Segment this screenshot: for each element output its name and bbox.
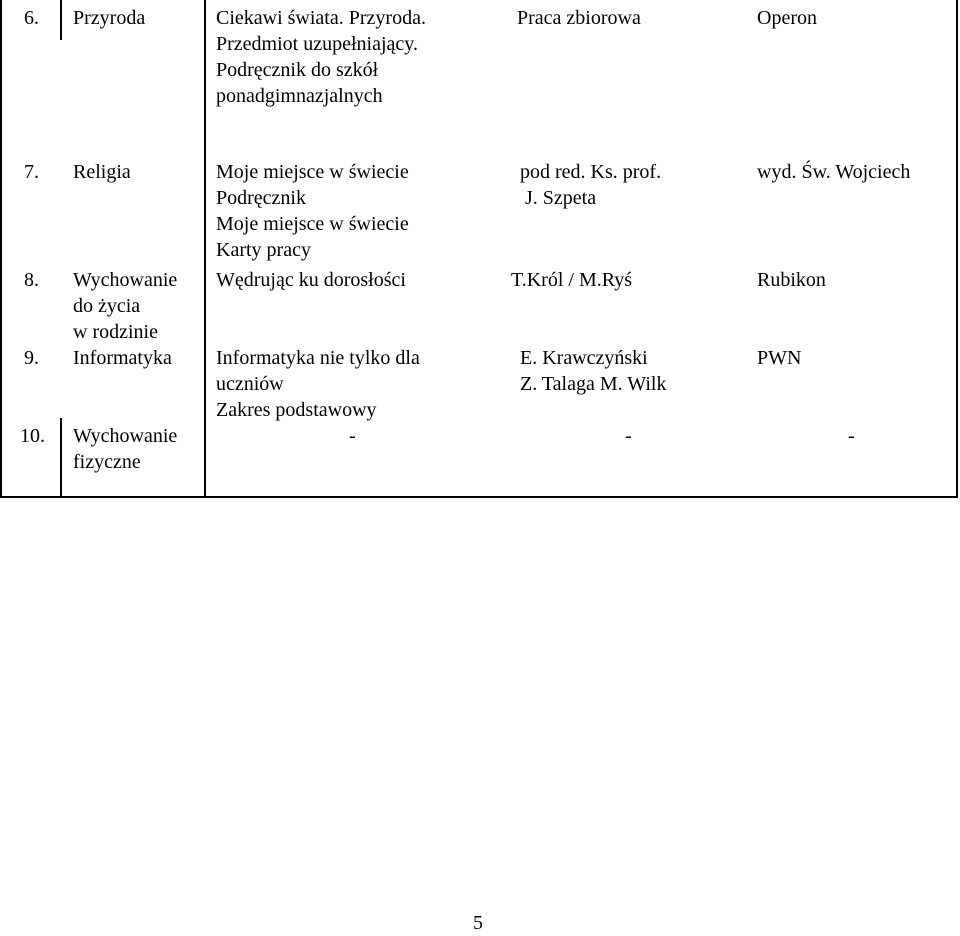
publisher-cell: PWN xyxy=(757,347,802,369)
row-number: 8. xyxy=(24,269,39,291)
page-number: 5 xyxy=(473,912,483,934)
column-divider xyxy=(204,0,206,498)
row-number: 7. xyxy=(24,161,39,183)
author-cell: J. Szpeta xyxy=(525,187,597,209)
title-line: Moje miejsce w świecie xyxy=(216,213,409,235)
publisher-cell: Rubikon xyxy=(757,269,826,291)
title-line: Ciekawi świata. Przyroda. xyxy=(216,7,426,29)
subject-cell: do życia xyxy=(73,295,141,317)
author-cell: Z. Talaga M. Wilk xyxy=(520,373,667,395)
title-line: Zakres podstawowy xyxy=(216,399,377,421)
subject-cell: w rodzinie xyxy=(73,321,158,343)
column-divider xyxy=(60,418,62,498)
subject-cell: Wychowanie xyxy=(73,425,178,447)
row-number: 9. xyxy=(24,347,39,369)
title-line: uczniów xyxy=(216,373,284,395)
publisher-cell: - xyxy=(848,425,855,447)
subject-cell: fizyczne xyxy=(73,451,141,473)
title-line: Wędrując ku dorosłości xyxy=(216,269,406,291)
author-cell: - xyxy=(625,425,632,447)
title-line: ponadgimnazjalnych xyxy=(216,85,383,107)
author-cell: Praca zbiorowa xyxy=(517,7,641,29)
title-line: Moje miejsce w świecie xyxy=(216,161,409,183)
author-cell: T.Król / M.Ryś xyxy=(511,269,633,291)
row-number: 6. xyxy=(24,7,39,29)
subject-cell: Przyroda xyxy=(73,7,146,29)
title-line: Przedmiot uzupełniający. xyxy=(216,33,418,55)
author-cell: E. Krawczyński xyxy=(520,347,648,369)
title-cell: - xyxy=(349,425,356,447)
column-divider xyxy=(60,0,62,40)
title-line: Podręcznik xyxy=(216,187,306,209)
author-cell: pod red. Ks. prof. xyxy=(520,161,662,183)
publisher-cell: Operon xyxy=(757,7,817,29)
subject-cell: Religia xyxy=(73,161,131,183)
title-line: Informatyka nie tylko dla xyxy=(216,347,420,369)
title-line: Podręcznik do szkół xyxy=(216,59,379,81)
publisher-cell: wyd. Św. Wojciech xyxy=(757,161,911,183)
title-line: Karty pracy xyxy=(216,239,311,261)
subject-cell: Informatyka xyxy=(73,347,172,369)
subject-cell: Wychowanie xyxy=(73,269,178,291)
row-number: 10. xyxy=(20,425,45,447)
